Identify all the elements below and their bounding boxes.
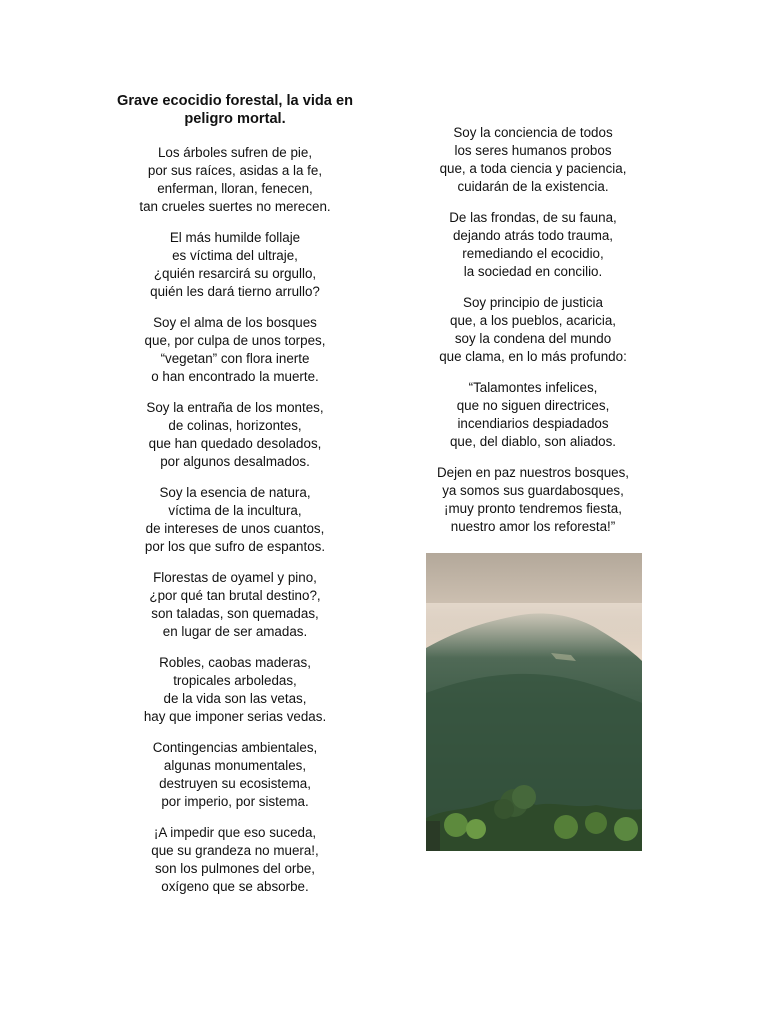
stanza <box>100 399 370 471</box>
stanza <box>100 824 370 896</box>
verse-line: incendiarios despiadados <box>457 416 609 431</box>
verse-line: remediando el ecocidio, <box>462 246 604 261</box>
verse-line: que, a los pueblos, acaricia, <box>450 313 616 328</box>
verse-line: en lugar de ser amadas. <box>162 624 308 639</box>
verse-line: por sus raíces, asidas a la fe, <box>147 163 323 178</box>
verse-line: Soy el alma de los bosques <box>153 315 317 330</box>
verse-line: soy la condena del mundo <box>454 331 612 346</box>
verse-line: Robles, caobas maderas, <box>159 655 311 670</box>
verse-line: Los árboles sufren de pie, <box>157 145 313 160</box>
verse-line: “Talamontes infelices, <box>468 380 598 395</box>
stanza <box>100 569 370 641</box>
left-column <box>100 92 370 909</box>
stanza <box>408 294 658 366</box>
verse-line: tan crueles suertes no merecen. <box>139 199 331 214</box>
verse-line: de intereses de unos cuantos, <box>145 521 325 536</box>
verse-line: “vegetan” con flora inerte <box>160 351 310 366</box>
verse-line: ¡A impedir que eso suceda, <box>153 825 317 840</box>
verse-line: son taladas, son quemadas, <box>151 606 319 621</box>
verse-line: que han quedado desolados, <box>148 436 322 451</box>
verse-line: El más humilde follaje <box>169 230 301 245</box>
stanza <box>408 379 658 451</box>
verse-line: de la vida son las vetas, <box>163 691 307 706</box>
verse-line: Dejen en paz nuestros bosques, <box>436 465 630 480</box>
verse-line: que, del diablo, son aliados. <box>449 434 617 449</box>
verse-line: por los que sufro de espantos. <box>144 539 326 554</box>
stanza <box>408 124 658 196</box>
verse-line: quién les dará tierno arrullo? <box>150 284 320 299</box>
poem-title: Grave ecocidio forestal, la vida en peligro mortal. <box>116 93 354 127</box>
verse-line: Florestas de oyamel y pino, <box>153 570 317 585</box>
stanza <box>100 484 370 556</box>
verse-line: que, por culpa de unos torpes, <box>144 333 326 348</box>
verse-line: cuidarán de la existencia. <box>457 179 609 194</box>
stanza <box>408 464 658 536</box>
verse-line: destruyen su ecosistema, <box>159 776 311 791</box>
left-stanzas <box>100 144 370 896</box>
verse-line: Contingencias ambientales, <box>152 740 318 755</box>
stanza <box>100 229 370 301</box>
verse-line: Soy la esencia de natura, <box>159 485 311 500</box>
verse-line: De las frondas, de su fauna, <box>449 210 617 225</box>
verse-line: Soy la conciencia de todos <box>453 125 613 140</box>
right-column <box>408 124 658 549</box>
verse-line: algunas monumentales, <box>163 758 307 773</box>
verse-line: o han encontrado la muerte. <box>151 369 319 384</box>
verse-line: por imperio, por sistema. <box>161 794 309 809</box>
verse-line: dejando atrás todo trauma, <box>452 228 614 243</box>
verse-line: Soy principio de justicia <box>463 295 603 310</box>
stanza <box>100 144 370 216</box>
verse-line: víctima de la incultura, <box>168 503 302 518</box>
forest-mountain-photo <box>426 553 642 851</box>
verse-line: hay que imponer serias vedas. <box>143 709 327 724</box>
verse-line: es víctima del ultraje, <box>172 248 298 263</box>
stanza <box>100 739 370 811</box>
stanza <box>408 209 658 281</box>
verse-line: Soy la entraña de los montes, <box>146 400 324 415</box>
verse-line: ¡muy pronto tendremos fiesta, <box>444 501 622 516</box>
verse-line: de colinas, horizontes, <box>168 418 302 433</box>
verse-line: que, a toda ciencia y paciencia, <box>439 161 627 176</box>
verse-line: que clama, en lo más profundo: <box>439 349 627 364</box>
stanza <box>100 654 370 726</box>
stanza <box>100 314 370 386</box>
verse-line: ¿quién resarcirá su orgullo, <box>153 266 317 281</box>
verse-line: que su grandeza no muera!, <box>151 843 319 858</box>
verse-line: oxígeno que se absorbe. <box>161 879 309 894</box>
verse-line: por algunos desalmados. <box>160 454 310 469</box>
verse-line: tropicales arboledas, <box>173 673 297 688</box>
verse-line: la sociedad en concilio. <box>463 264 603 279</box>
verse-line: son los pulmones del orbe, <box>154 861 316 876</box>
verse-line: que no siguen directrices, <box>456 398 610 413</box>
verse-line: enferman, lloran, fenecen, <box>157 181 313 196</box>
verse-line: nuestro amor los reforesta!” <box>450 519 616 534</box>
verse-line: los seres humanos probos <box>454 143 612 158</box>
verse-line: ¿por qué tan brutal destino?, <box>149 588 321 603</box>
verse-line: ya somos sus guardabosques, <box>442 483 624 498</box>
